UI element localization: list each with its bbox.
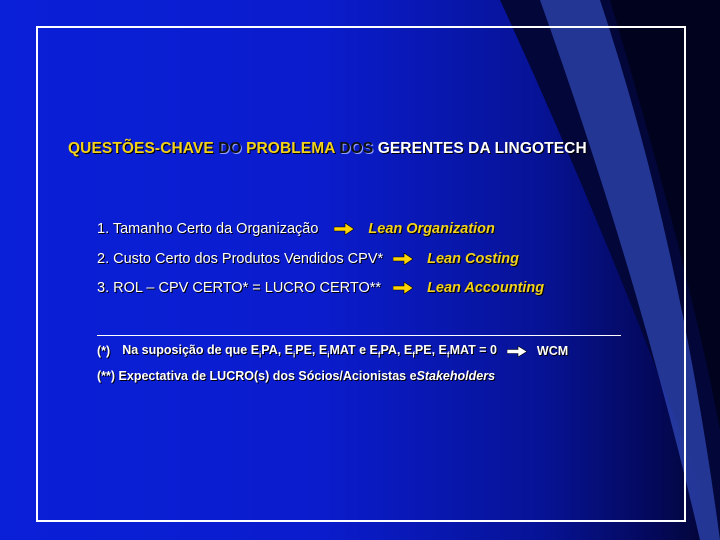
list-item-3 — [97, 280, 544, 296]
title-part-do: DO — [213, 140, 247, 157]
subscript-i: i — [293, 350, 296, 360]
list-item-3-target: Lean Accounting — [427, 280, 545, 296]
list-item-3-text: 3. ROL – CPV CERTO* = LUCRO CERTO** — [97, 280, 382, 296]
right-arrow-icon — [393, 282, 413, 294]
footnote-1-pa: PA, E — [261, 343, 294, 357]
list-item-2-text: 2. Custo Certo dos Produtos Vendidos CPV* — [97, 251, 384, 267]
subscript-f: f — [412, 350, 415, 360]
footnote-1-pe: PE, E — [414, 343, 447, 357]
title-part-keyquestions: QUESTÕES-CHAVE — [68, 140, 214, 157]
right-arrow-icon — [393, 253, 413, 265]
footnote-1-pe: PE, E — [295, 343, 328, 357]
footnote-1-result: WCM — [536, 344, 569, 359]
footnote-2-text: (**) Expectativa de LUCRO(s) dos Sócios/Acionistas e — [97, 369, 417, 383]
right-arrow-icon — [507, 346, 527, 357]
footnote-1-text — [122, 343, 497, 360]
footnote-1-marker: (*) — [97, 344, 111, 359]
title-part-dos: DOS — [334, 140, 378, 157]
list-item-2 — [97, 251, 519, 267]
footnote-2 — [97, 369, 495, 383]
list-item-1 — [97, 221, 495, 237]
slide-frame — [36, 26, 686, 522]
subscript-i: i — [259, 350, 262, 360]
subscript-i: i — [327, 350, 330, 360]
list-item-2-target: Lean Costing — [427, 251, 519, 267]
subscript-f: f — [377, 350, 381, 360]
title-part-managers: GERENTES DA LINGOTECH — [377, 140, 587, 157]
footnote-2-stakeholders: Stakeholders — [416, 369, 496, 383]
footnote-1-prefix: Na suposição de que E — [122, 343, 260, 357]
footnote-1 — [97, 343, 568, 360]
footnote-1-mat-and: MAT e E — [329, 343, 378, 357]
title-part-problem: PROBLEMA — [246, 140, 335, 157]
list-item-1-text: 1. Tamanho Certo da Organização — [97, 221, 319, 237]
list-item-1-target: Lean Organization — [368, 221, 495, 237]
right-arrow-icon — [334, 223, 354, 235]
footnote-1-mat-eq: MAT = 0 — [449, 343, 497, 357]
slide-title — [68, 140, 587, 158]
subscript-f: f — [446, 350, 450, 360]
footnote-separator — [97, 335, 621, 336]
footnote-1-pa: PA, E — [380, 343, 413, 357]
